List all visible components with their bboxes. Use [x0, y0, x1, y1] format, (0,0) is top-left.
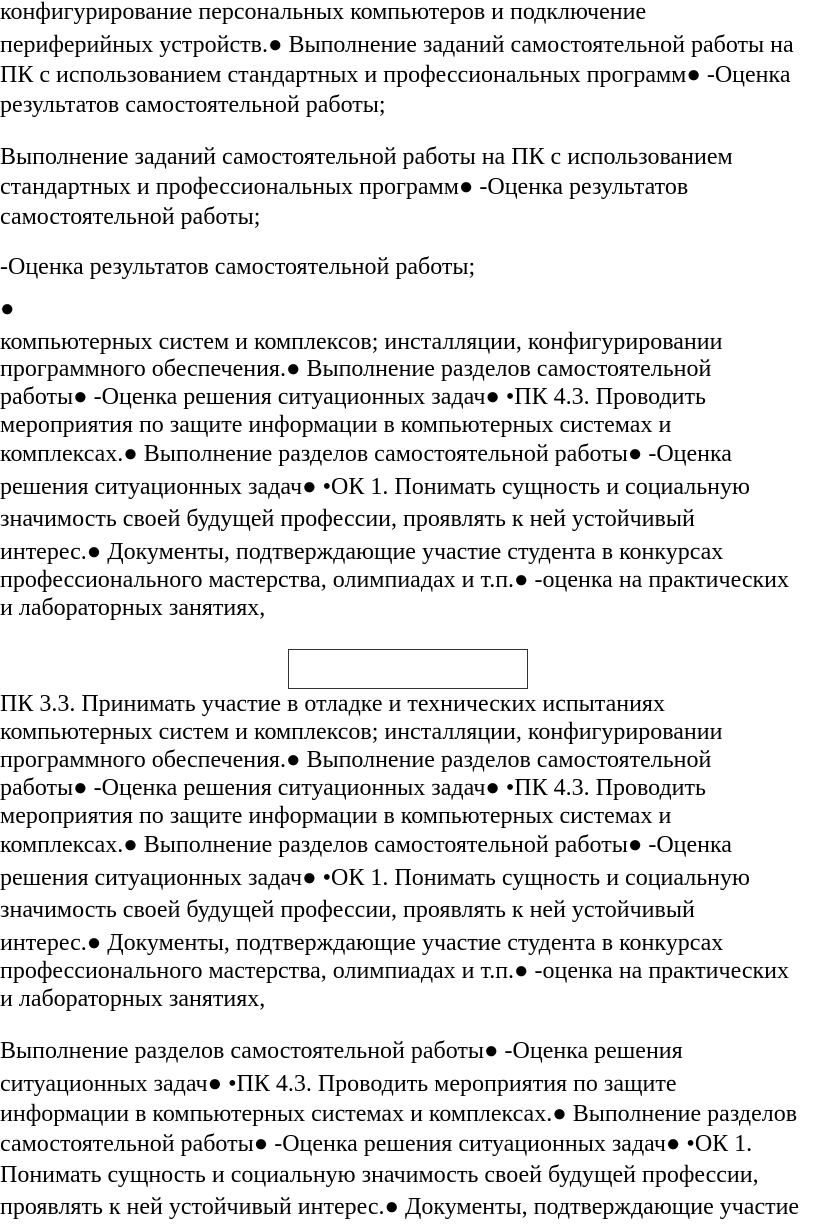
text-line: решения ситуационных задач● •ОК 1. Понимать сущность и социальную — [0, 474, 750, 500]
text-line: -Оценка результатов самостоятельной работы; — [0, 254, 476, 280]
text-line: профессионального мастерства, олимпиадах и т.п.● -оценка на практических — [0, 958, 789, 984]
text-line: интерес.● Документы, подтверждающие участие студента в конкурсах — [0, 930, 724, 956]
text-line: значимость своей будущей профессии, проявлять к ней устойчивый — [0, 506, 695, 532]
text-line: информации в компьютерных системах и комплексах.● Выполнение разделов — [0, 1101, 798, 1127]
text-line: компьютерных систем и комплексов; инсталляции, конфигурировании — [0, 329, 723, 355]
text-line: периферийных устройств.● Выполнение заданий самостоятельной работы на — [0, 32, 794, 58]
text-line: ситуационных задач● •ПК 4.3. Проводить мероприятия по защите — [0, 1071, 677, 1097]
text-line: работы● -Оценка решения ситуационных задач● •ПК 4.3. Проводить — [0, 775, 706, 801]
text-line: работы● -Оценка решения ситуационных задач● •ПК 4.3. Проводить — [0, 384, 706, 410]
text-line: комплексах.● Выполнение разделов самостоятельной работы● -Оценка — [0, 832, 732, 858]
text-line: решения ситуационных задач● •ОК 1. Понимать сущность и социальную — [0, 865, 750, 891]
text-line: комплексах.● Выполнение разделов самостоятельной работы● -Оценка — [0, 441, 732, 467]
text-line: компьютерных систем и комплексов; инсталляции, конфигурировании — [0, 719, 723, 745]
text-line: проявлять к ней устойчивый интерес.● Документы, подтверждающие участие — [0, 1194, 800, 1220]
bullet-icon: ● — [0, 296, 15, 322]
text-line: значимость своей будущей профессии, проявлять к ней устойчивый — [0, 897, 695, 923]
text-line: результатов самостоятельной работы; — [0, 92, 386, 118]
text-line: самостоятельной работы; — [0, 204, 261, 230]
text-line: стандартных и профессиональных программ● -Оценка результатов — [0, 174, 689, 200]
text-line: программного обеспечения.● Выполнение разделов самостоятельной — [0, 747, 712, 773]
text-line: самостоятельной работы● -Оценка решения ситуационных задач● •ОК 1. — [0, 1131, 753, 1157]
text-line: программного обеспечения.● Выполнение разделов самостоятельной — [0, 356, 712, 382]
text-line: Выполнение заданий самостоятельной работы на ПК с использованием — [0, 144, 733, 170]
text-line: и лабораторных занятиях, — [0, 986, 266, 1012]
text-line: мероприятия по защите информации в компьютерных системах и — [0, 803, 672, 829]
text-line: ПК 3.3. Принимать участие в отладке и технических испытаниях — [0, 691, 665, 717]
text-line: интерес.● Документы, подтверждающие участие студента в конкурсах — [0, 539, 724, 565]
text-line: профессионального мастерства, олимпиадах и т.п.● -оценка на практических — [0, 567, 789, 593]
empty-frame — [288, 649, 528, 689]
text-line: ПК с использованием стандартных и профессиональных программ● -Оценка — [0, 62, 791, 88]
text-line: Понимать сущность и социальную значимость своей будущей профессии, — [0, 1162, 759, 1188]
text-line: и лабораторных занятиях, — [0, 595, 266, 621]
text-line: мероприятия по защите информации в компьютерных системах и — [0, 412, 672, 438]
text-line: конфигурирование персональных компьютеров и подключение — [0, 0, 647, 25]
text-line: Выполнение разделов самостоятельной работы● -Оценка решения — [0, 1038, 683, 1064]
